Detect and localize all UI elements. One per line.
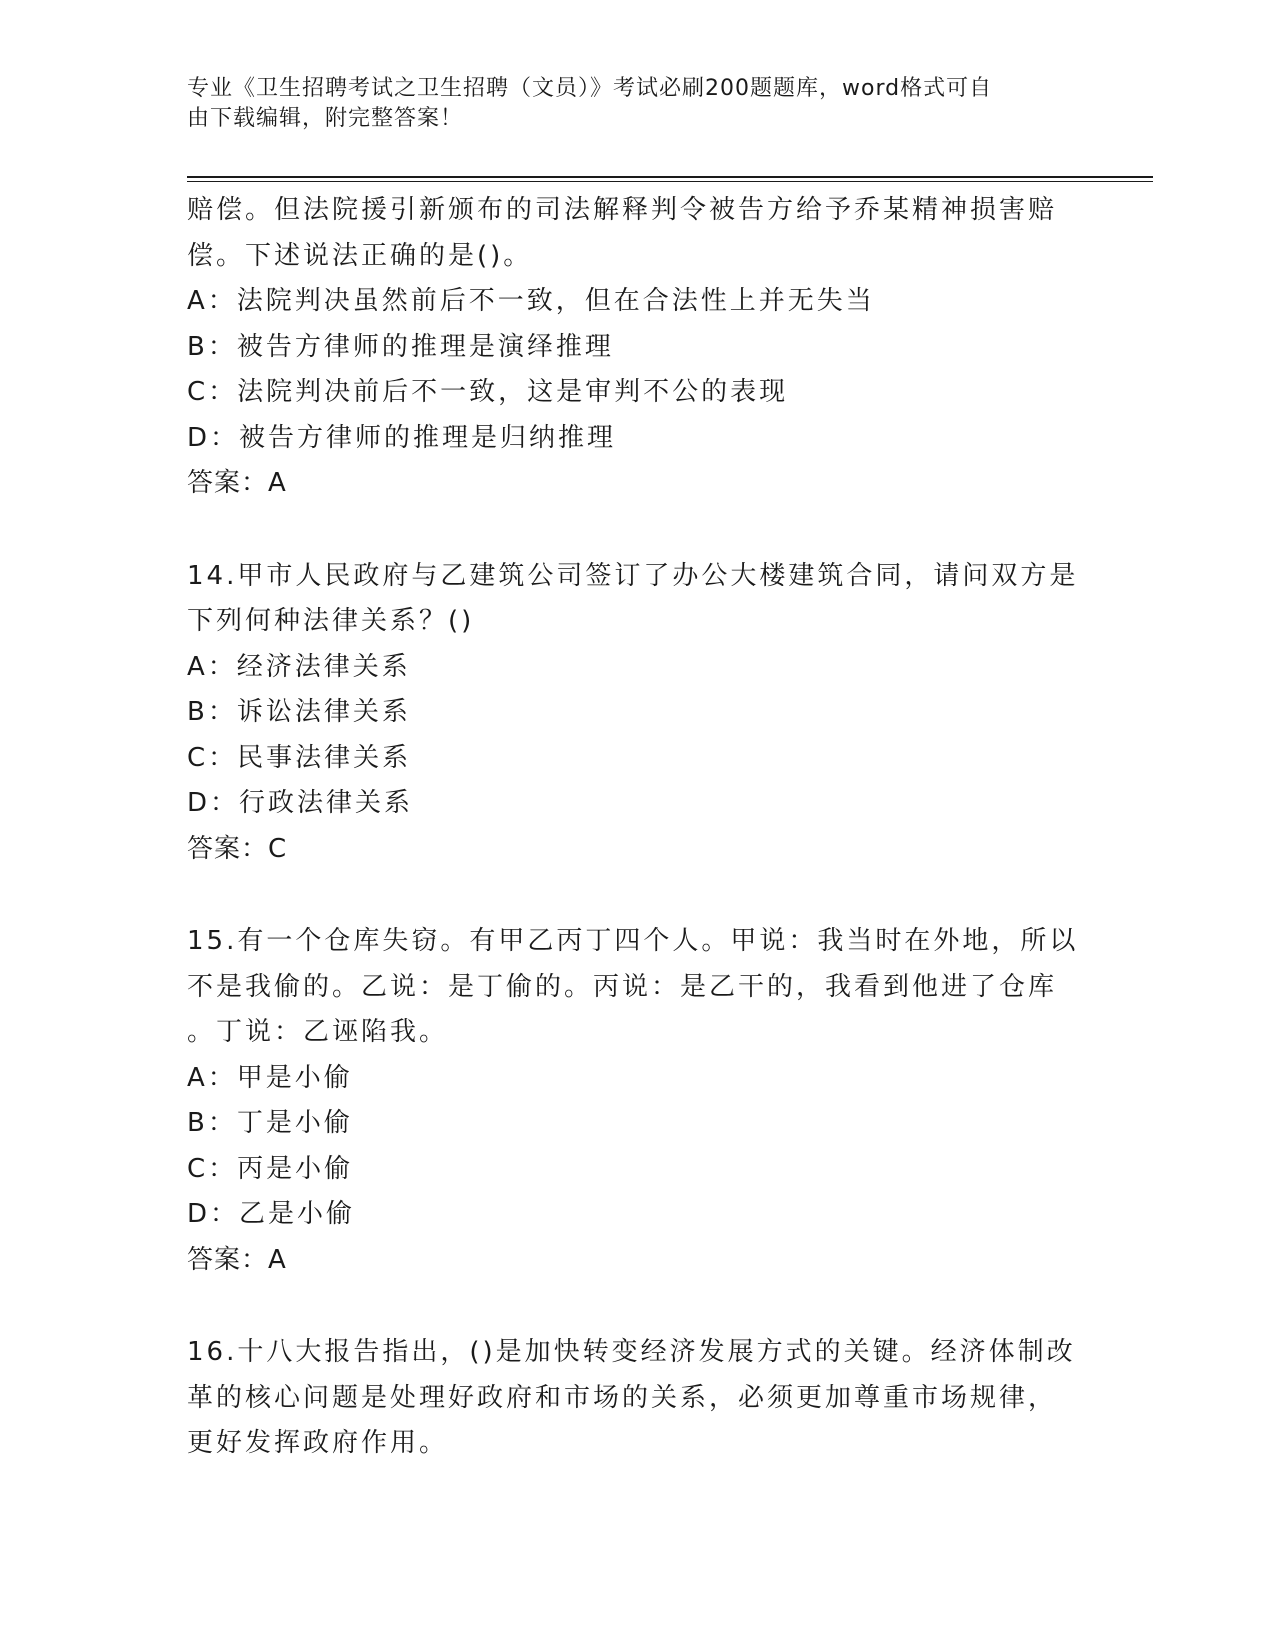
question-text-line: 偿。下述说法正确的是()。 <box>187 240 533 271</box>
option-d: D：被告方律师的推理是归纳推理 <box>187 422 617 453</box>
header-divider <box>187 176 1153 182</box>
option-b: B：诉讼法律关系 <box>187 697 411 727</box>
document-header <box>187 74 1067 134</box>
answer-line: 答案：C <box>187 833 288 864</box>
question-text-line: 下列何种法律关系？() <box>187 606 475 636</box>
question-13-continued <box>187 188 1087 507</box>
question-16 <box>187 1330 1087 1467</box>
option-a: A：甲是小偷 <box>187 1062 353 1093</box>
option-c: C：法院判决前后不一致，这是审判不公的表现 <box>187 377 789 407</box>
question-14 <box>187 554 1087 873</box>
question-text-line: 革的核心问题是处理好政府和市场的关系，必须更加尊重市场规律， <box>187 1382 1058 1413</box>
answer-line: 答案：A <box>187 1244 287 1275</box>
question-text-line: 不是我偷的。乙说：是丁偷的。丙说：是乙干的，我看到他进了仓库 <box>187 971 1058 1002</box>
option-d: D：行政法律关系 <box>187 788 414 818</box>
header-line-2: 由下载编辑，附完整答案！ <box>187 106 464 131</box>
option-a: A：法院判决虽然前后不一致，但在合法性上并无失当 <box>187 286 875 316</box>
question-spacer <box>187 507 1087 554</box>
option-a: A：经济法律关系 <box>187 651 411 682</box>
option-d: D：乙是小偷 <box>187 1199 356 1229</box>
option-b: B：被告方律师的推理是演绎推理 <box>187 331 614 362</box>
question-text-line: 15.有一个仓库失窃。有甲乙丙丁四个人。甲说：我当时在外地，所以 <box>187 926 1079 956</box>
answer-line: 答案：A <box>187 468 287 498</box>
option-c: C：丙是小偷 <box>187 1153 354 1184</box>
question-text-line: 16.十八大报告指出，()是加快转变经济发展方式的关键。经济体制改 <box>187 1337 1076 1367</box>
option-b: B：丁是小偷 <box>187 1108 353 1138</box>
question-list <box>187 188 1087 1467</box>
option-c: C：民事法律关系 <box>187 742 412 773</box>
question-spacer <box>187 872 1087 919</box>
question-spacer <box>187 1283 1087 1330</box>
question-text-line: 赔偿。但法院援引新颁布的司法解释判令被告方给予乔某精神损害赔 <box>187 195 1058 225</box>
question-text-line: 更好发挥政府作用。 <box>187 1428 449 1458</box>
question-15 <box>187 919 1087 1283</box>
header-line-1: 专业《卫生招聘考试之卫生招聘（文员）》考试必刷200题题库，word格式可自 <box>187 76 993 101</box>
question-text-line: 。丁说：乙诬陷我。 <box>187 1017 449 1047</box>
question-text-line: 14.甲市人民政府与乙建筑公司签订了办公大楼建筑合同，请问双方是 <box>187 560 1079 591</box>
